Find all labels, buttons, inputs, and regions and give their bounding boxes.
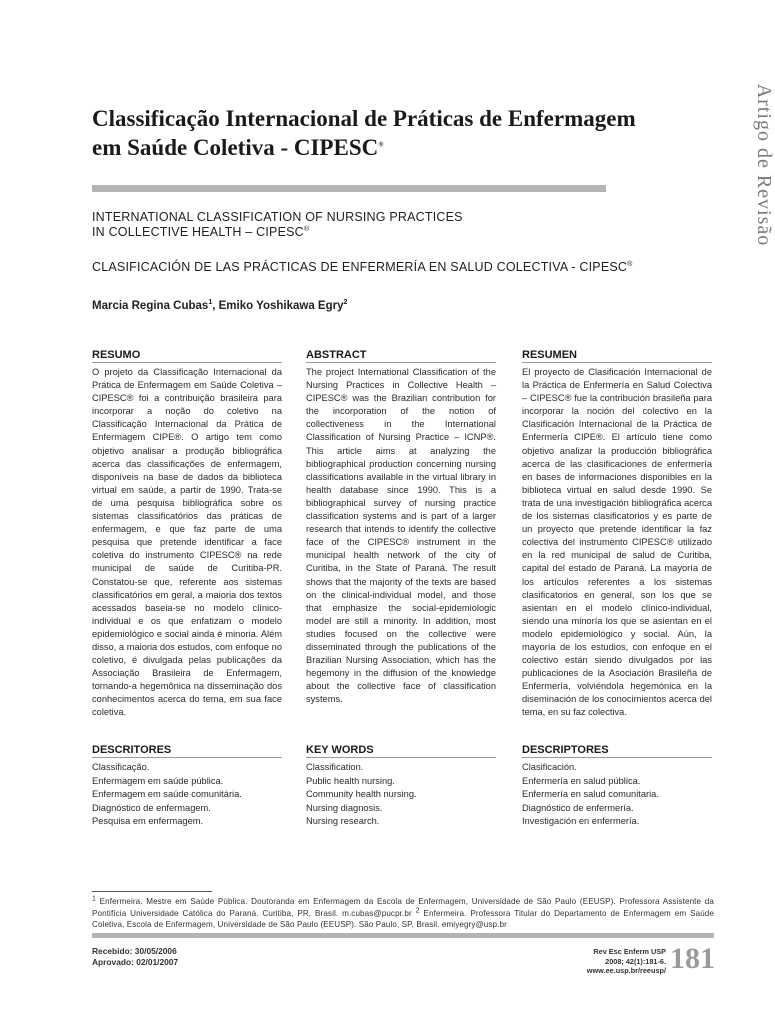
list-item: Pesquisa em enfermagem. xyxy=(92,816,204,826)
article-title-en xyxy=(92,210,612,240)
resumo-column xyxy=(92,349,282,744)
list-item: Clasificación. xyxy=(522,762,577,772)
list-item: Enfermagem em saúde comunitária. xyxy=(92,789,242,799)
resumen-heading: RESUMEN xyxy=(522,349,712,363)
list-item: Community health nursing. xyxy=(306,789,417,799)
author-line xyxy=(92,300,612,312)
title-en-line2: IN COLLECTIVE HEALTH – CIPESC xyxy=(92,225,304,239)
resumen-column xyxy=(522,349,712,744)
list-item: Classification. xyxy=(306,762,364,772)
abstract-text: The project International Classification of the Nursing Practices in Collective Health – CIPESC® was the Brazilian contribution for the incorporation of the notion of collectiveness in the International Classification of Nursing Practice – ICNP®. This article aims at analyzing the bibliographical production concerning nursing classifications available in the virtual library in health database since 1990. This is a bibliographical survey of nursing practice classification systems and is part of a larger research that intends to identify the collective face of the CIPESC® instrument in the municipal health network of the city of Curitiba, in the State of Paraná. The result shows that the majority of the texts are based on the clinical-individual model, and those that emphasize the social-epidemiologic model are still a minority. In addition, most studies focused on the collective were disseminated through the publications of the Brazilian Nursing Association, which has the hegemony in the diffusion of the knowledge about the collective face of classification systems. xyxy=(306,367,496,705)
list-item: Enfermería en salud pública. xyxy=(522,775,641,786)
approved-date: Aprovado: 02/01/2007 xyxy=(92,957,179,967)
author-2-ref: 2 xyxy=(343,299,348,307)
descriptores-block xyxy=(522,744,712,829)
descritores-block xyxy=(92,744,282,829)
section-label: Artigo de Revisão xyxy=(753,83,775,247)
footnote xyxy=(92,896,714,931)
page-number: 181 xyxy=(670,942,715,975)
abstract-column xyxy=(306,349,496,744)
list-item: Enfermería en salud comunitaria. xyxy=(522,789,659,799)
title-es-text: CLASIFICACIÓN DE LAS PRÁCTICAS DE ENFERMERÍA EN SALUD COLECTIVA - CIPESC xyxy=(92,260,628,274)
descritores-heading: DESCRITORES xyxy=(92,744,282,758)
title-en-line1: INTERNATIONAL CLASSIFICATION OF NURSING PRACTICES xyxy=(92,210,463,224)
author-1: Marcia Regina Cubas xyxy=(92,300,209,312)
author-1-ref: 1 xyxy=(208,299,213,307)
journal-volume: 2008; 42(1):181-6. xyxy=(605,956,666,966)
list-item: Nursing research. xyxy=(306,816,380,826)
descriptores-heading: DESCRIPTORES xyxy=(522,744,712,758)
list-item: Diagnóstico de enfermería. xyxy=(522,802,634,813)
title-en-line2-wrap xyxy=(92,225,612,240)
journal-url: www.ee.usp.br/reeusp/ xyxy=(586,966,666,975)
footnote-divider xyxy=(92,891,212,892)
abstract-heading: ABSTRACT xyxy=(306,349,496,363)
list-item: Nursing diagnosis. xyxy=(306,802,383,813)
resumen-text: El proyecto de Clasificación Internacional de la Práctica de Enfermería en Salud Colectiva – CIPESC® fue la contribución brasileña para incorporar la noción del colectivo en la Clasificación Internacional de la Práctica de Enfermería CIPE®. El artículo tiene como objetivo analizar la producción bibliográfica acerca de las clasificaciones de enfermería en bases de informaciones disponibles en la biblioteca virtual en salud desde 1990. Se trata de una investigación bibliográfica acerca de los sistemas clasificatorios y es parte de un proyecto que pretende identificar la faz colectiva del instrumento CIPESC® utilizado en la red municipal de salud de Curitiba, capital del estado de Paraná. La mayoría de los artículos referentes a los sistemas clasificatorios en general, son los que se asientan en el modelo clínico-individual, siendo una minoría los que se asientan en el modelo epidemiológico y social. Aún, la mayoría de los estudios, con enfoque en el colectivo están siendo divulgados por las publicaciones de la Asociación Brasileña de Enfermería, volviéndola hegemónica en la diseminación de los conocimientos acerca del tema, en su faz colectiva. xyxy=(522,367,712,718)
author-2: Emiko Yoshikawa Egry xyxy=(218,300,344,312)
list-item: Classificação. xyxy=(92,762,150,772)
list-item: Enfermagem em saúde pública. xyxy=(92,775,224,786)
footnote-text-2: Enfermeira. Professora Titular do Departamento de Enfermagem em Saúde Coletiva, Escola de Enfermagem, Universidade de São Paulo (EEUSP). São Paulo, SP, Brasil. emiyegry@usp.br xyxy=(92,908,714,929)
registered-mark: ® xyxy=(627,260,633,268)
footnote-ref-2: 2 xyxy=(415,906,420,914)
keywords-block xyxy=(306,744,496,829)
keywords-list xyxy=(306,761,496,829)
author-separator: , xyxy=(212,300,219,312)
received-date: Recebido: 30/05/2006 xyxy=(92,946,177,956)
descritores-list xyxy=(92,761,282,829)
list-item: Diagnóstico de enfermagem. xyxy=(92,802,211,813)
list-item: Investigación en enfermería. xyxy=(522,816,640,826)
article-title-es xyxy=(92,260,692,275)
descriptores-list xyxy=(522,761,712,829)
footnote-text-1: Enfermeira. Mestre em Saúde Pública. Doutoranda em Enfermagem da Escola de Enfermagem, Universidade de São Paulo (EEUSP). Professora Assistente da Pontifícia Universidade Católica do Paraná. Curitiba, PR, Brasil. m.cubas@pucpr.br xyxy=(92,897,714,918)
registered-mark: ® xyxy=(303,225,310,233)
bottom-divider xyxy=(92,933,714,938)
keywords-heading: KEY WORDS xyxy=(306,744,496,758)
title-divider xyxy=(92,185,606,192)
resumo-heading: RESUMO xyxy=(92,349,282,363)
footnote-ref-1: 1 xyxy=(92,895,96,903)
list-item: Public health nursing. xyxy=(306,775,395,786)
resumo-text: O projeto da Classificação Internacional da Prática de Enfermagem em Saúde Coletiva – CIPESC® foi a contribuição brasileira para incorporar a noção do coletivo na Classificação Internacional da Prática de Enfermagem CIPE®. O artigo tem como objetivo analisar a produção bibliográfica acerca das classificações de enfermagem, disponíveis na base de dados da biblioteca virtual em saúde, a partir de 1990. Trata-se de uma pesquisa bibliográfica sobre os sistemas classificatórios das práticas de enfermagem, e que faz parte de uma pesquisa que pretende identificar a face coletiva do instrumento CIPESC® na rede municipal de saúde de Curitiba-PR. Constatou-se que, referente aos sistemas classificatórios em geral, a maioria dos textos acessados baseia-se no modelo clínico-individual e os que enfatizam o modelo epidemiológico e social ainda é minoria. Além disso, a maioria dos estudos, com enfoque no coletivo, é divulgada pelas publicações da Associação Brasileira de Enfermagem, tornando-a hegemônica na disseminação dos conhecimentos acerca do tema, em sua face coletiva. xyxy=(92,367,282,718)
journal-name: Rev Esc Enferm USP xyxy=(593,947,666,956)
article-title-pt xyxy=(92,104,652,162)
title-text: Classificação Internacional de Práticas de Enfermagem em Saúde Coletiva - CIPESC xyxy=(92,106,636,160)
registered-mark: ® xyxy=(378,140,384,149)
submission-dates xyxy=(92,946,178,968)
journal-citation xyxy=(540,947,666,976)
